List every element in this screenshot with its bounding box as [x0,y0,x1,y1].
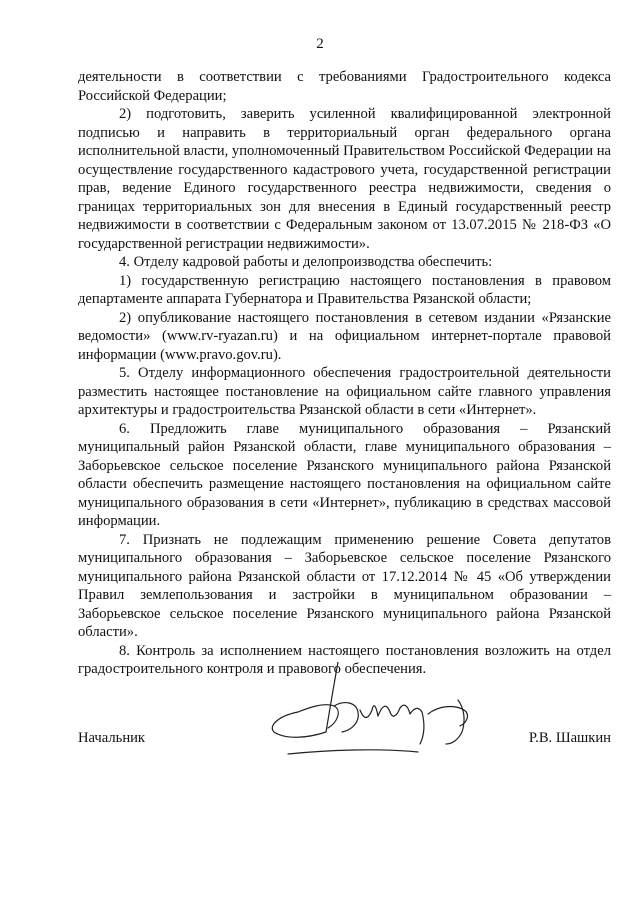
document-body [78,68,611,679]
paragraph-item-7: 7. Признать не подлежащим применению решение Совета депутатов муниципального образования – Заборьевское сельское поселение Рязанского муниципального района Рязанской области от 17.12.2014 № 45 «Об утверждении Правил землепользования и застройки в муниципальном образовании – Заборьевское сельское поселение Рязанского муниципального района Рязанской области». [78,531,611,640]
page-number: 2 [316,36,324,52]
handwritten-signature [268,662,473,772]
paragraph-item-4: 4. Отделу кадровой работы и делопроизводства обеспечить: [119,254,493,270]
signatory-position: Начальник [78,730,146,746]
paragraph-item-5: 5. Отделу информационного обеспечения градостроительной деятельности разместить настоящее постановление на официальном сайте главного управления архитектуры и градостроительства Рязанской области в сети «Интернет». [78,365,611,418]
paragraph-item-4-2: 2) опубликование настоящего постановления в сетевом издании «Рязанские ведомости» (www.rv-ryazan.ru) и на официальном интернет-портале правовой информации (www.pravo.gov.ru). [78,309,611,363]
paragraph-item-8: 8. Контроль за исполнением настоящего постановления возложить на отдел градостроительного контроля и правового обеспечения. [78,642,611,677]
paragraph-item-6: 6. Предложить главе муниципального образования – Рязанский муниципальный район Рязанской области, главе муниципального образования – Заборьевское сельское поселение Рязанского муниципального района Рязанской области обеспечить размещение настоящего постановления на официальном сайте муниципального образования в сети «Интернет», публикацию в средствах массовой информации. [78,420,611,529]
paragraph-item-3-2: 2) подготовить, заверить усиленной квалифицированной электронной подписью и направить в территориальный орган федерального органа исполнительной власти, уполномоченный Правительством Российской Федерации на осуществление государственного кадастрового учета, государственной регистрации прав, ведение Единого государственного реестра недвижимости, сведения о границах территориальных зон для внесения в Единый государственный реестр недвижимости в соответствии с Федеральным законом от 13.07.2015 № 218-ФЗ «О государственной регистрации недвижимости». [78,106,611,252]
signatory-name: Р.В. Шашкин [528,730,611,746]
signature-block [78,730,611,750]
paragraph-item-4-1: 1) государственную регистрацию настоящего постановления в правовом департаменте аппарата Губернатора и Правительства Рязанской области; [78,272,611,307]
paragraph-continuation: деятельности в соответствии с требованиями Градостроительного кодекса Российской Федерации; [78,69,611,104]
